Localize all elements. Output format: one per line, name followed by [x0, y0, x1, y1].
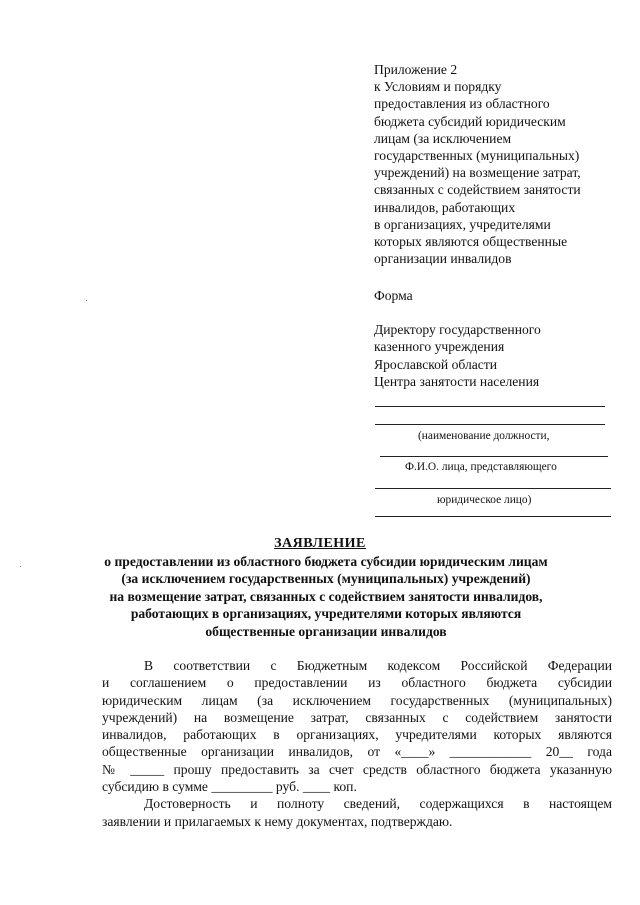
fill-in-line: [380, 456, 608, 457]
document-subtitle: [90, 553, 562, 640]
form-label: Форма: [374, 288, 413, 303]
field-caption-entity: юридическое лицо): [437, 494, 532, 506]
subtitle-line: о предоставлении из областного бюджета субсидии юридическим лицам: [104, 554, 548, 569]
subtitle-line: работающих в организациях, учредителями которых являются: [130, 606, 522, 622]
appendix-line: в организациях, учредителями: [374, 216, 551, 232]
subtitle-line: на возмещение затрат, связанных с содействием занятости инвалидов,: [109, 588, 543, 604]
body-line: субсидию в сумме _________ руб. ____ коп.: [102, 779, 357, 795]
fill-in-line: [375, 406, 605, 407]
body-line: Достоверность и полноту сведений, содержащихся в настоящем: [144, 796, 612, 812]
scan-speck: [20, 566, 21, 567]
body-line: юридическим лицам (за исключением государственных (муниципальных): [102, 692, 612, 708]
subtitle-line: общественные организации инвалидов: [205, 623, 447, 639]
scan-speck: [86, 300, 87, 301]
document-title: ЗАЯВЛЕНИЕ: [274, 536, 366, 551]
fill-in-line: [375, 488, 611, 489]
appendix-line: к Условиям и порядку: [374, 79, 502, 95]
appendix-line: связанных с содействием занятости: [374, 182, 581, 198]
body-line: № _____ прошу предоставить за счет средств областного бюджета указанную: [102, 761, 612, 777]
addressee-line: Директору государственного: [374, 322, 541, 337]
body-line: общественные организации инвалидов, от «____» ____________ 20__ года: [102, 744, 612, 760]
appendix-line: которых являются общественные: [374, 234, 568, 250]
appendix-line: Приложение 2: [374, 62, 458, 77]
addressee-line: Центра занятости населения: [374, 374, 540, 390]
addressee-block: [374, 321, 624, 391]
appendix-header: [374, 61, 624, 267]
body-line: учреждений) на возмещение затрат, связанных с содействием занятости: [102, 709, 612, 725]
fill-in-line: [375, 424, 605, 425]
body-line: инвалидов, работающих в организациях, учредителями которых являются: [102, 727, 612, 743]
body-line: В соответствии с Бюджетным кодексом Российской Федерации: [144, 658, 612, 673]
appendix-line: лицам (за исключением: [374, 130, 512, 146]
appendix-line: инвалидов, работающих: [374, 199, 516, 215]
field-caption-position: (наименование должности,: [418, 430, 550, 442]
appendix-line: организации инвалидов: [374, 251, 512, 267]
addressee-line: казенного учреждения: [374, 339, 505, 355]
appendix-line: учреждений) на возмещение затрат,: [374, 165, 581, 181]
fill-in-line: [375, 516, 611, 517]
field-caption-name: Ф.И.О. лица, представляющего: [405, 461, 557, 473]
addressee-line: Ярославской области: [374, 356, 498, 372]
appendix-line: бюджета субсидий юридическим: [374, 113, 566, 129]
body-line: заявлении и прилагаемых к нему документах, подтверждаю.: [102, 813, 453, 829]
document-body: [102, 657, 612, 830]
appendix-line: предоставления из областного: [374, 96, 550, 112]
subtitle-line: (за исключением государственных (муниципальных) учреждений): [121, 571, 531, 587]
appendix-line: государственных (муниципальных): [374, 148, 580, 164]
body-line: и соглашением о предоставлении из областного бюджета субсидии: [102, 675, 612, 691]
